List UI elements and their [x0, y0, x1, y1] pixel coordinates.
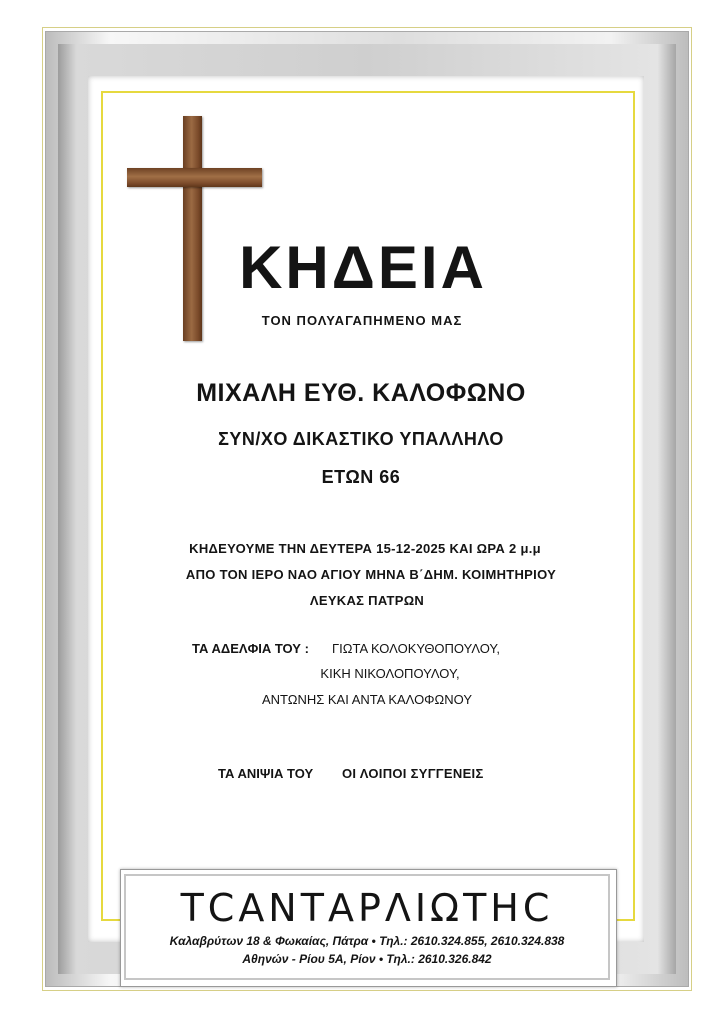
- deceased-age: ΕΤΩΝ 66: [321, 467, 401, 487]
- nephews-label: ΤΑ ΑΝΙΨΙΑ ΤΟΥ: [218, 766, 314, 781]
- funeral-info-line-3: ΛΕΥΚΑΣ ΠΑΤΡΩΝ: [309, 593, 425, 608]
- cross-vertical-beam: [183, 116, 202, 341]
- sibling-3: ΑΝΤΩΝΗΣ ΚΑΙ ΑΝΤΑ ΚΑΛΟΦΩΝΟΥ: [261, 692, 473, 707]
- address-line-1: Καλαβρύτων 18 & Φωκαίας, Πάτρα • Τηλ.: 2610.324.855, 2610.324.838: [169, 934, 565, 948]
- siblings-label: ΤΑ ΑΔΕΛΦΙΑ ΤΟΥ :: [192, 641, 309, 656]
- deceased-name: ΜΙΧΑΛΗ ΕΥΘ. ΚΑΛΟΦΩΝΟ: [196, 379, 526, 407]
- gold-inner-border: [101, 91, 635, 921]
- notice-subtitle: ΤΟΝ ΠΟΛΥΑΓΑΠΗΜΕΝΟ ΜΑΣ: [261, 313, 463, 328]
- funeral-info-line-2: ΑΠΟ ΤΟΝ ΙΕΡΟ ΝΑΟ ΑΓΙΟΥ ΜΗΝΑ Β΄ΔΗΜ. ΚΟΙΜΗΤΗΡΙΟΥ: [185, 567, 557, 582]
- deceased-occupation: ΣΥΝ/ΧΟ ΔΙΚΑΣΤΙΚΟ ΥΠΑΛΛΗΛΟ: [218, 429, 504, 449]
- other-relatives: ΟΙ ΛΟΙΠΟΙ ΣΥΓΓΕΝΕΙΣ: [342, 766, 484, 781]
- sibling-2: ΚΙΚΗ ΝΙΚΟΛΟΠΟΥΛΟΥ,: [320, 666, 460, 681]
- funeral-home-logo: ΤCΑΝΤΑΡΛΙΩΤΗC: [180, 886, 554, 930]
- address-line-2: Αθηνών - Ρίου 5Α, Ρίον • Τηλ.: 2610.326.842: [242, 952, 492, 966]
- cross-horizontal-beam: [127, 168, 262, 187]
- funeral-info-line-1: ΚΗΔΕΥΟΥΜΕ ΤΗΝ ΔΕΥΤΕΡΑ 15-12-2025 ΚΑΙ ΩΡΑ 2 μ.μ: [189, 541, 541, 556]
- notice-title: ΚΗΔΕΙΑ: [239, 234, 487, 301]
- sibling-1: ΓΙΩΤΑ ΚΟΛΟΚΥΘΟΠΟΥΛΟΥ,: [332, 641, 501, 656]
